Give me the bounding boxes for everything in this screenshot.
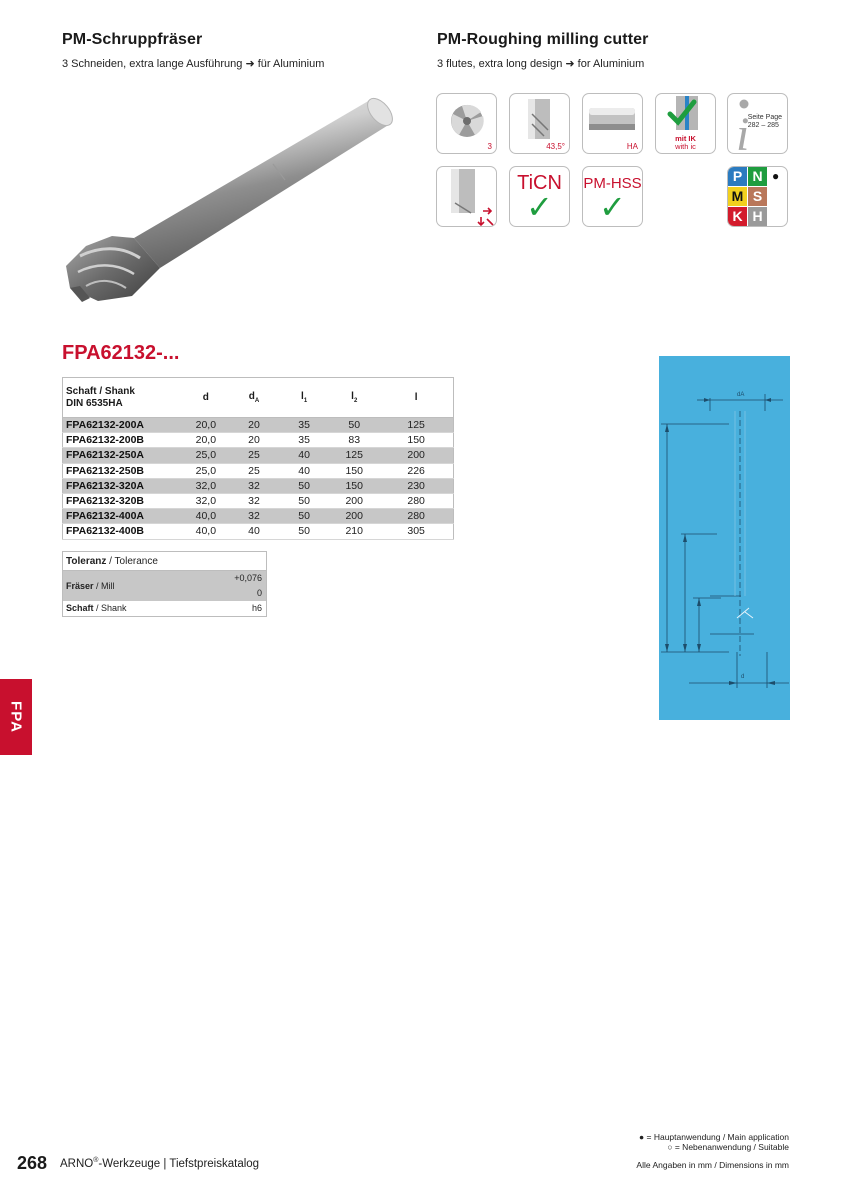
col-l2-header: $l_2$ (329, 378, 379, 418)
tolerance-table (62, 551, 267, 617)
page-ref-range: 282 – 285 (747, 122, 779, 129)
cutting-direction-tile (436, 166, 497, 227)
col-d-header: d (183, 378, 229, 418)
shank-type-tile (582, 93, 643, 154)
cutting-direction-icon (437, 167, 497, 227)
page-number: 268 (17, 1153, 48, 1173)
shank-type-label: HA (626, 142, 638, 151)
table-row: FPA62132-320A 32,0 32 50 150 230 (63, 478, 454, 493)
product-code-title: FPA62132-... (62, 342, 180, 364)
drawing-label-da: dA (737, 392, 745, 398)
section-tab-label: FPA (7, 701, 25, 733)
table-row: FPA62132-250B 25,0 25 40 150 226 (63, 463, 454, 478)
tolerance-shank-row: Schaft / Shank h6 (66, 603, 262, 614)
helix-angle-label: 43,5° (546, 142, 565, 151)
helix-angle-tile (509, 93, 570, 154)
title-de: PM-Schruppfräser (62, 31, 203, 48)
coolant-label-en: with ic (675, 142, 696, 151)
material-n: N (748, 167, 767, 186)
material-p: P (728, 167, 747, 186)
technical-drawing (659, 356, 790, 720)
table-row: FPA62132-320B 32,0 32 50 200 280 (63, 493, 454, 508)
table-row: FPA62132-250A 25,0 25 40 125 200 (63, 448, 454, 463)
units-note: Alle Angaben in mm / Dimensions in mm (636, 1160, 789, 1170)
drawing-label-d: d (741, 674, 745, 680)
flute-count-tile (436, 93, 497, 154)
col-da-header: $d_A$ (229, 378, 279, 418)
coolant-label-de: mit IK (675, 134, 696, 143)
catalog-title: ARNO®-Werkzeuge | Tiefstpreiskatalog (60, 1157, 260, 1170)
material-tile (582, 166, 643, 227)
tolerance-header: Toleranz / Tolerance (63, 552, 267, 571)
title-en: PM-Roughing milling cutter (437, 31, 649, 48)
application-legend (639, 1132, 789, 1152)
coating-label: TiCN (517, 172, 562, 194)
table-row: FPA62132-200B 20,0 20 35 83 150 (63, 433, 454, 448)
section-tab[interactable] (0, 679, 32, 755)
page-reference-tile (727, 93, 788, 154)
material-m: M (728, 187, 747, 206)
table-row: FPA62132-200A 20,0 20 35 50 125 (63, 418, 454, 433)
material-check-icon: ✓ (599, 189, 626, 225)
material-h: H (748, 207, 767, 226)
product-photo (60, 96, 400, 311)
page-ref-label: Seite Page (747, 114, 782, 121)
legend-main: ● = Hauptanwendung / Main application (639, 1132, 789, 1142)
material-s: S (748, 187, 767, 206)
coolant-tile (655, 93, 716, 154)
coating-tile (509, 166, 570, 227)
coating-check-icon: ✓ (526, 189, 553, 225)
material-label: PM-HSS (583, 175, 642, 192)
table-row: FPA62132-400B 40,0 40 50 210 305 (63, 524, 454, 539)
dimensions-table (62, 377, 454, 540)
legend-suitable: ○ = Nebenanwendung / Suitable (667, 1142, 789, 1152)
col-l-header: l (379, 378, 453, 418)
table-row: FPA62132-400A 40,0 32 50 200 280 (63, 509, 454, 524)
tolerance-mill-row: Fräser / Mill +0,076 0 (63, 571, 267, 602)
subtitle-de: 3 Schneiden, extra lange Ausführung ➜ für Aluminium (62, 58, 325, 70)
main-application-marker: ● (772, 169, 780, 183)
col-l1-header: $l_1$ (279, 378, 329, 418)
flute-count-label: 3 (487, 142, 492, 151)
material-group-grid (727, 166, 788, 227)
shank-header: Schaft / Shank DIN 6535HA (63, 378, 183, 418)
subtitle-en: 3 flutes, extra long design ➜ for Aluminium (437, 58, 645, 70)
material-k: K (728, 207, 747, 226)
info-glyph: i (736, 108, 750, 155)
